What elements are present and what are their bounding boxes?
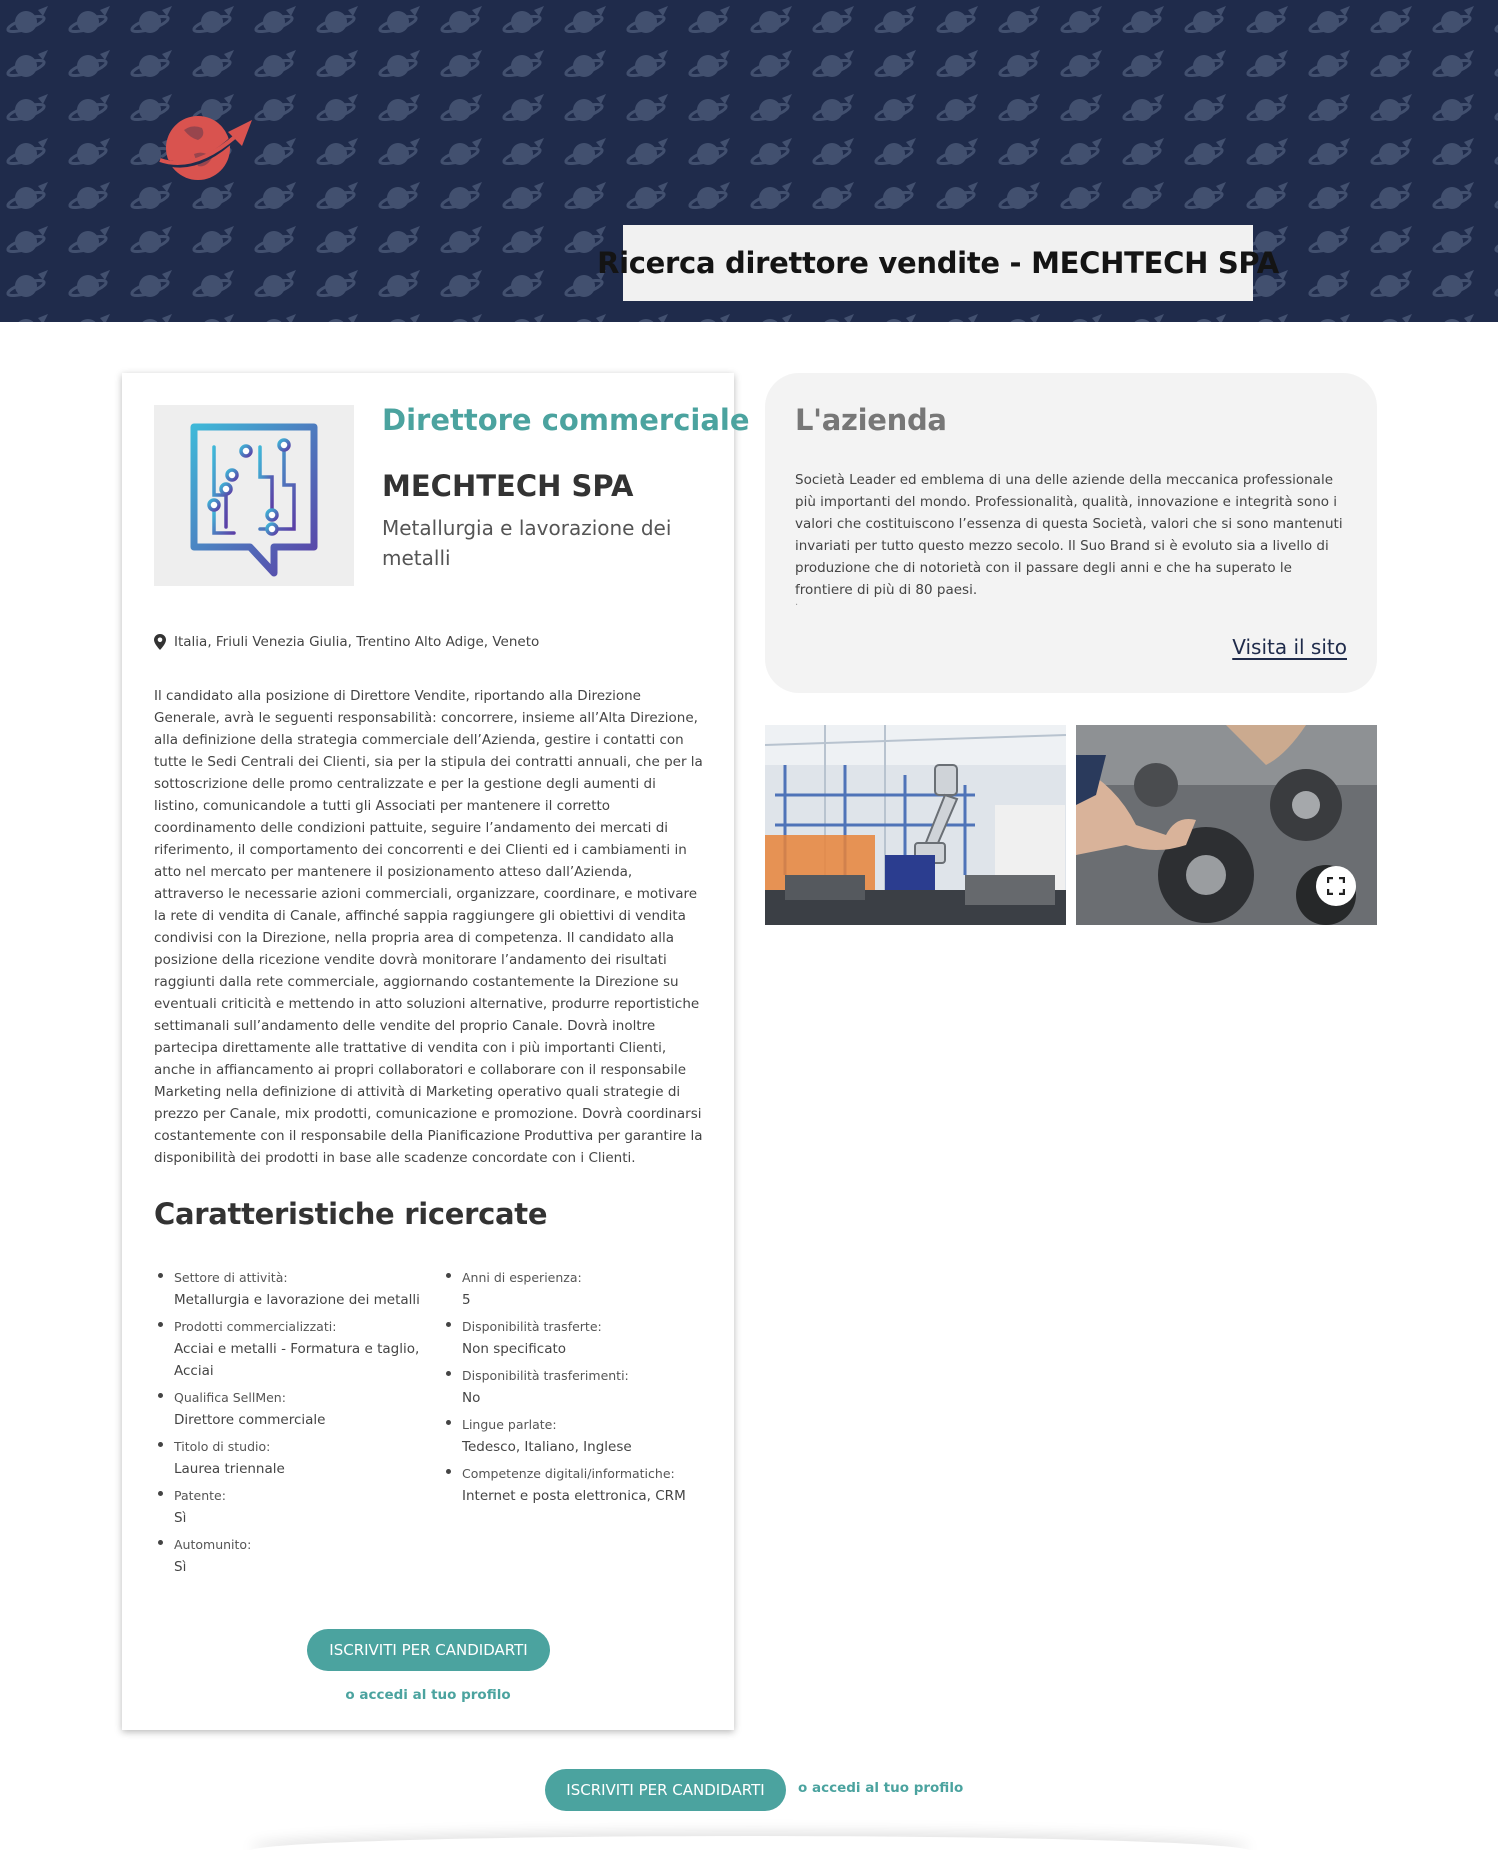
- globe-arrow-icon: [154, 106, 254, 184]
- characteristic-value: Acciai e metalli - Formatura e taglio, Acciai: [174, 1341, 420, 1379]
- page-title: Ricerca direttore vendite - MECHTECH SPA: [597, 246, 1279, 280]
- characteristic-item: [154, 1485, 424, 1529]
- characteristic-label: Anni di esperienza:: [462, 1270, 582, 1285]
- characteristic-label: Titolo di studio:: [174, 1439, 271, 1454]
- characteristic-value: Sì: [174, 1510, 187, 1526]
- job-sector: Metallurgia e lavorazione dei metalli: [382, 516, 672, 570]
- characteristics-list-right: [442, 1267, 722, 1512]
- characteristic-label: Disponibilità trasferte:: [462, 1319, 602, 1334]
- company-trailing-dot: .: [795, 597, 799, 608]
- characteristic-value: Tedesco, Italiano, Inglese: [462, 1439, 632, 1455]
- characteristic-item: [442, 1316, 722, 1360]
- characteristic-value: No: [462, 1390, 481, 1406]
- expand-icon: [1327, 877, 1345, 895]
- characteristic-label: Settore di attività:: [174, 1270, 288, 1285]
- characteristic-label: Automunito:: [174, 1537, 252, 1552]
- characteristic-value: Laurea triennale: [174, 1461, 285, 1477]
- characteristic-label: Lingue parlate:: [462, 1417, 557, 1432]
- visit-site-link[interactable]: Visita il sito: [1232, 635, 1347, 659]
- hero-title-box: [597, 225, 1279, 301]
- characteristic-item: [442, 1414, 722, 1458]
- characteristic-item: [154, 1387, 424, 1431]
- map-pin-icon: [154, 634, 166, 650]
- company-description: Società Leader ed emblema di una delle aziende della meccanica professionale più importanti del mondo. Professionalità, qualità, innovazione e integrità sono i valori che costituiscono l’essenza di questa Società, valori che si sono mantenuti invariati per tutto questo mezzo secolo. Il Suo Brand si è evoluto sia a livello di produzione che di notorietà con il passare degli anni e che ha superato le frontiere di più di 80 paesi.: [795, 472, 1343, 598]
- gallery-photo-engine[interactable]: [1076, 725, 1377, 925]
- company-box: [765, 373, 1377, 693]
- characteristic-value: Internet e posta elettronica, CRM: [462, 1488, 686, 1504]
- characteristics-list-left: [154, 1267, 424, 1583]
- characteristic-label: Prodotti commercializzati:: [174, 1319, 337, 1334]
- login-link[interactable]: o accedi al tuo profilo: [345, 1687, 511, 1703]
- gallery-photo-factory[interactable]: [765, 725, 1066, 925]
- expand-gallery-button[interactable]: [1316, 866, 1356, 906]
- bottom-signup-button[interactable]: ISCRIVITI PER CANDIDARTI: [545, 1769, 786, 1811]
- bottom-login-link[interactable]: o accedi al tuo profilo: [798, 1780, 964, 1796]
- characteristic-value: Metallurgia e lavorazione dei metalli: [174, 1292, 420, 1308]
- characteristic-value: Sì: [174, 1559, 187, 1575]
- job-card: [122, 373, 750, 1730]
- characteristic-label: Qualifica SellMen:: [174, 1390, 286, 1405]
- company-title: L'azienda: [795, 403, 947, 437]
- job-location-text: Italia, Friuli Venezia Giulia, Trentino Alto Adige, Veneto: [174, 634, 540, 650]
- company-logo: [154, 405, 354, 586]
- characteristic-item: [154, 1316, 424, 1382]
- job-description: Il candidato alla posizione di Direttore Vendite, riportando alla Direzione Generale, avrà le seguenti responsabilità: concorrere, insieme all’Alta Direzione, alla definizione della strategia commerciale dell’Azienda, gestire i contatti con tutte le Sedi Centrali dei Clienti, sia per la stipula dei contratti annuali, che per la sottoscrizione delle promo centralizzate e per la gestione degli aumenti di listino, comunicandole a tutti gli Associati per mantenere il corretto coordinamento delle condizioni pattuite, seguire l’andamento dei mercati di riferimento, il comportamento dei concorrenti e dei Clienti ed i cambiamenti in atto nel mercato per mantenere il posizionamento atteso dall’Azienda, attraverso le necessarie azioni commerciali, organizzare, coordinare, e motivare la rete di vendita di Canale, affinché sappia raggiungere gli obiettivi di vendita condivisi con la Direzione, nella propria area di competenza. Il candidato alla posizione della ricezione vendite dovrà monitorare l’andamento dei risultati raggiunti dalla rete commerciale, aggiornando costantemente la Direzione su eventuali criticità e mettendo in atto soluzioni alternative, produrre reportistiche settimanali sull’andamento delle vendite del proprio Canale. Dovrà inoltre partecipa direttamente alle trattative di vendita con i più importanti Clienti, anche in affiancamento ai propri collaboratori e collaborare con il responsabile Marketing nella definizione di attività di Marketing operativo quali strategie di prezzo per Canale, mix prodotti, comunicazione e promozione. Dovrà coordinarsi costantemente con il responsabile della Pianificazione Produttiva per garantire la disponibilità dei prodotti in base alle scadenze concordate con i Clienti.: [154, 688, 703, 1166]
- factory-robot-photo: [765, 725, 1066, 925]
- bottom-shadow: [250, 1836, 1250, 1850]
- characteristic-label: Disponibilità trasferimenti:: [462, 1368, 629, 1383]
- characteristic-value: Non specificato: [462, 1341, 567, 1357]
- job-company: MECHTECH SPA: [382, 469, 634, 503]
- characteristic-value: Direttore commerciale: [174, 1412, 326, 1428]
- circuit-chat-icon: [154, 405, 354, 586]
- job-role: Direttore commerciale: [382, 403, 750, 437]
- characteristic-item: [154, 1534, 424, 1578]
- characteristic-label: Competenze digitali/informatiche:: [462, 1466, 675, 1481]
- characteristic-item: [442, 1463, 722, 1507]
- characteristics-title: Caratteristiche ricercate: [154, 1197, 548, 1231]
- characteristic-item: [154, 1267, 424, 1311]
- characteristic-value: 5: [462, 1292, 471, 1308]
- characteristic-item: [154, 1436, 424, 1480]
- job-location: [154, 634, 539, 650]
- characteristic-item: [442, 1267, 722, 1311]
- characteristic-item: [442, 1365, 722, 1409]
- signup-button[interactable]: ISCRIVITI PER CANDIDARTI: [307, 1629, 550, 1671]
- characteristic-label: Patente:: [174, 1488, 226, 1503]
- hero-banner: [0, 0, 1498, 322]
